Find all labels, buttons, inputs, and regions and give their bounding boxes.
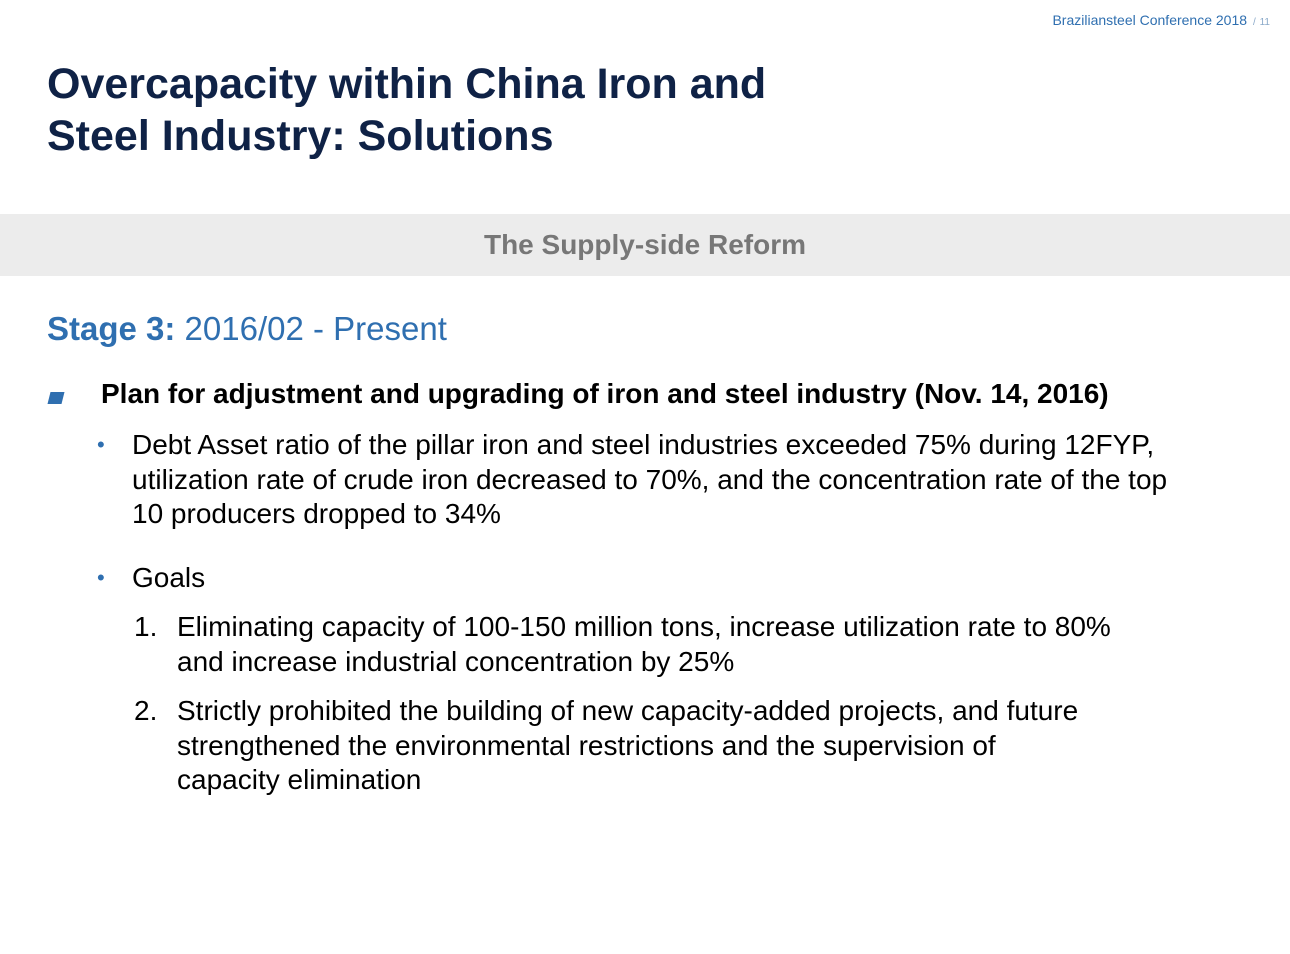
slide-title	[47, 58, 847, 162]
goal-line: capacity elimination	[177, 764, 422, 795]
goal-line: and increase industrial concentration by 25%	[177, 645, 735, 677]
main-bullet-text: Plan for adjustment and upgrading of iron and steel industry (Nov. 14, 2016)	[101, 378, 1109, 409]
sub-bullet-line: Debt Asset ratio of the pillar iron and steel industries exceeded 75% during 12FYP,	[132, 429, 1155, 460]
page-separator: /	[1252, 17, 1256, 28]
goal-number: 1.	[134, 611, 158, 642]
slide-title-line-2: Steel Industry: Solutions	[47, 112, 554, 160]
bullet-dot-icon: •	[97, 565, 105, 590]
sub-bullet-debt-ratio	[97, 428, 1212, 532]
stage-label: Stage 3:	[47, 310, 176, 347]
goal-line: Strictly prohibited the building of new capacity-added projects, and future	[177, 695, 1079, 726]
sub-bullet-line: 10 producers dropped to 34%	[132, 498, 501, 529]
sub-bullet-goals	[97, 561, 1212, 596]
slide-title-line-1: Overcapacity within China Iron and	[47, 60, 767, 108]
goal-item-2	[134, 694, 1177, 798]
sub-bullet-line: utilization rate of crude iron decreased to 70%, and the concentration rate of the top	[132, 463, 1168, 495]
square-bullet-icon	[48, 392, 65, 404]
goal-line: strengthened the environmental restrictions and the supervision of	[177, 729, 996, 761]
goals-label: Goals	[132, 562, 206, 593]
goal-line: Eliminating capacity of 100-150 million tons, increase utilization rate to 80%	[177, 611, 1111, 642]
section-banner	[0, 214, 1290, 276]
stage-heading	[47, 310, 447, 348]
slide-header-meta	[1052, 12, 1270, 28]
stage-period: 2016/02 - Present	[184, 310, 447, 347]
bullet-dot-icon: •	[97, 432, 105, 457]
conference-name: Braziliansteel Conference 2018	[1052, 12, 1248, 28]
goal-number: 2.	[134, 695, 158, 726]
section-banner-text: The Supply-side Reform	[483, 229, 807, 260]
goal-item-1	[134, 610, 1177, 679]
page-number: 11	[1259, 17, 1270, 28]
